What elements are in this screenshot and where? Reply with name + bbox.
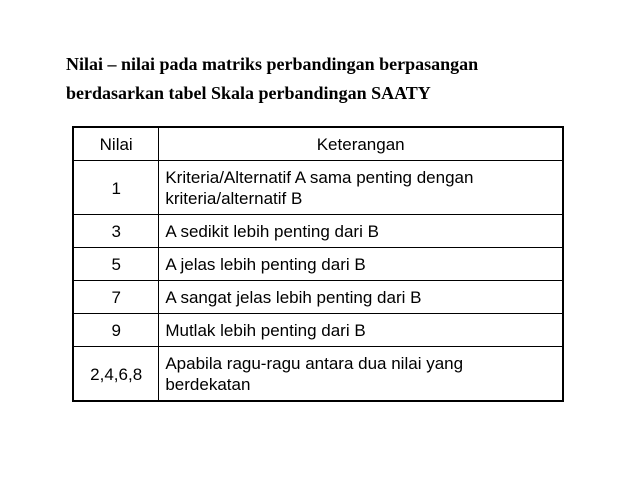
page-title (66, 50, 586, 108)
table-row (73, 347, 563, 402)
cell-keterangan (159, 161, 563, 215)
title-line-2: berdasarkan tabel Skala perbandingan SAATY (66, 83, 431, 103)
header-keterangan: Keterangan (159, 127, 563, 161)
table-row (73, 248, 563, 281)
cell-nilai: 2,4,6,8 (73, 347, 159, 402)
table-row (73, 281, 563, 314)
table-header-row (73, 127, 563, 161)
cell-keterangan (159, 248, 563, 281)
table-row (73, 161, 563, 215)
saaty-scale-table (72, 126, 564, 402)
keterangan-line: berdekatan (165, 375, 251, 394)
keterangan-line: Kriteria/Alternatif A sama penting dengan (165, 168, 474, 187)
table-row (73, 215, 563, 248)
keterangan-line: Mutlak lebih penting dari B (165, 321, 366, 340)
cell-keterangan (159, 347, 563, 402)
cell-keterangan (159, 314, 563, 347)
keterangan-line: A sedikit lebih penting dari B (165, 222, 379, 241)
keterangan-line: kriteria/alternatif B (165, 189, 303, 208)
cell-nilai: 1 (73, 161, 159, 215)
cell-nilai: 7 (73, 281, 159, 314)
keterangan-line: Apabila ragu-ragu antara dua nilai yang (165, 354, 464, 373)
cell-nilai: 3 (73, 215, 159, 248)
table-row (73, 314, 563, 347)
header-nilai: Nilai (73, 127, 159, 161)
keterangan-line: A sangat jelas lebih penting dari B (165, 288, 422, 307)
title-line-1: Nilai – nilai pada matriks perbandingan berpasangan (66, 54, 479, 74)
cell-keterangan (159, 281, 563, 314)
cell-nilai: 9 (73, 314, 159, 347)
keterangan-line: A jelas lebih penting dari B (165, 255, 366, 274)
cell-keterangan (159, 215, 563, 248)
cell-nilai: 5 (73, 248, 159, 281)
